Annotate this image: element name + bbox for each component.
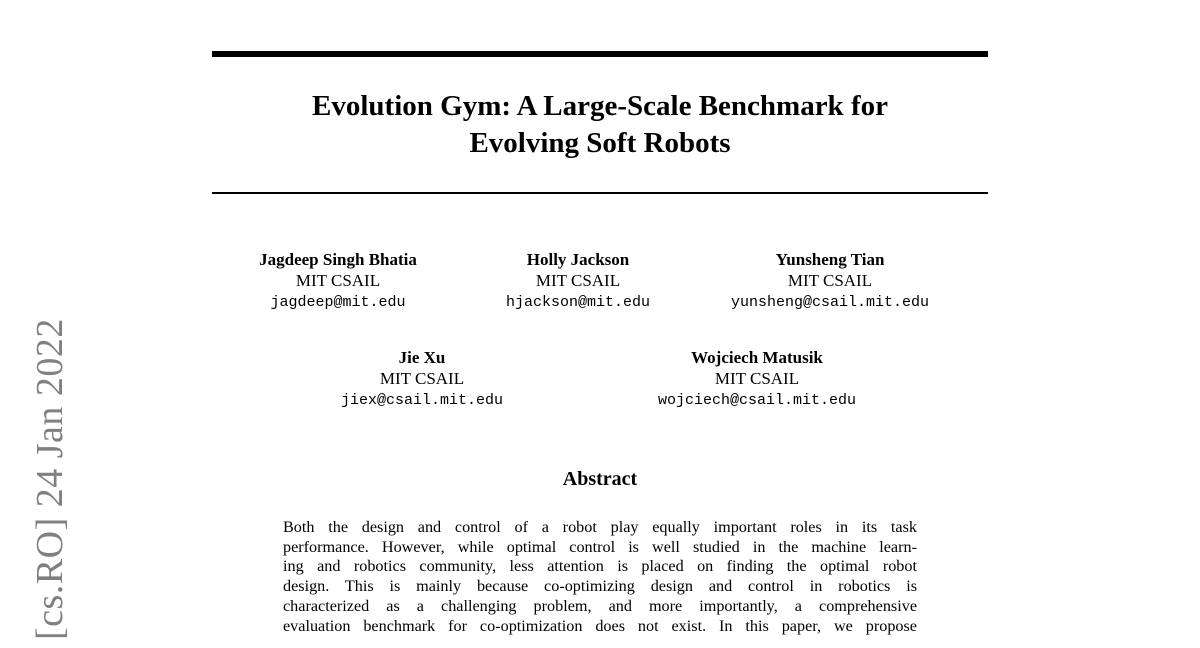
abstract-heading: Abstract bbox=[562, 468, 638, 490]
top-rule bbox=[212, 51, 988, 57]
author-name: Wojciech Matusik bbox=[691, 348, 823, 367]
author-email: jagdeep@mit.edu bbox=[270, 294, 406, 311]
abstract-body bbox=[283, 518, 917, 636]
abstract-line: characterized as a challenging problem, and more importantly, a comprehensive bbox=[283, 596, 917, 615]
abstract-line: ing and robotics community, less attention is placed on finding the optimal robot bbox=[283, 557, 917, 576]
author-email: hjackson@mit.edu bbox=[505, 294, 651, 311]
bottom-rule bbox=[212, 192, 988, 194]
author-affiliation: MIT CSAIL bbox=[714, 369, 800, 388]
arxiv-stamp: [cs.RO] 24 Jan 2022 bbox=[29, 318, 71, 640]
title-line: Evolving Soft Robots bbox=[469, 127, 731, 159]
author-name: Yunsheng Tian bbox=[775, 250, 885, 269]
author-block bbox=[488, 249, 668, 315]
author-email: wojciech@csail.mit.edu bbox=[657, 392, 857, 409]
author-affiliation: MIT CSAIL bbox=[295, 271, 381, 290]
paper-title bbox=[212, 88, 988, 162]
author-email: yunsheng@csail.mit.edu bbox=[730, 294, 930, 311]
author-affiliation: MIT CSAIL bbox=[535, 271, 621, 290]
author-name: Jagdeep Singh Bhatia bbox=[259, 250, 417, 269]
author-affiliation: MIT CSAIL bbox=[787, 271, 873, 290]
abstract-line: design. This is mainly because co-optimizing design and control in robotics is bbox=[283, 577, 917, 596]
abstract-line: evaluation benchmark for co-optimization does not exist. In this paper, we propose bbox=[283, 616, 917, 635]
author-block bbox=[322, 347, 522, 413]
author-email: jiex@csail.mit.edu bbox=[340, 392, 504, 409]
author-name: Jie Xu bbox=[398, 348, 446, 367]
author-name: Holly Jackson bbox=[526, 250, 630, 269]
author-block bbox=[710, 249, 950, 315]
abstract-line: performance. However, while optimal control is well studied in the machine learn- bbox=[283, 537, 917, 556]
abstract-line: Both the design and control of a robot play equally important roles in its task bbox=[283, 518, 917, 536]
author-affiliation: MIT CSAIL bbox=[379, 369, 465, 388]
author-block bbox=[248, 249, 428, 315]
author-block bbox=[637, 347, 877, 413]
title-line: Evolution Gym: A Large-Scale Benchmark for bbox=[312, 90, 888, 122]
